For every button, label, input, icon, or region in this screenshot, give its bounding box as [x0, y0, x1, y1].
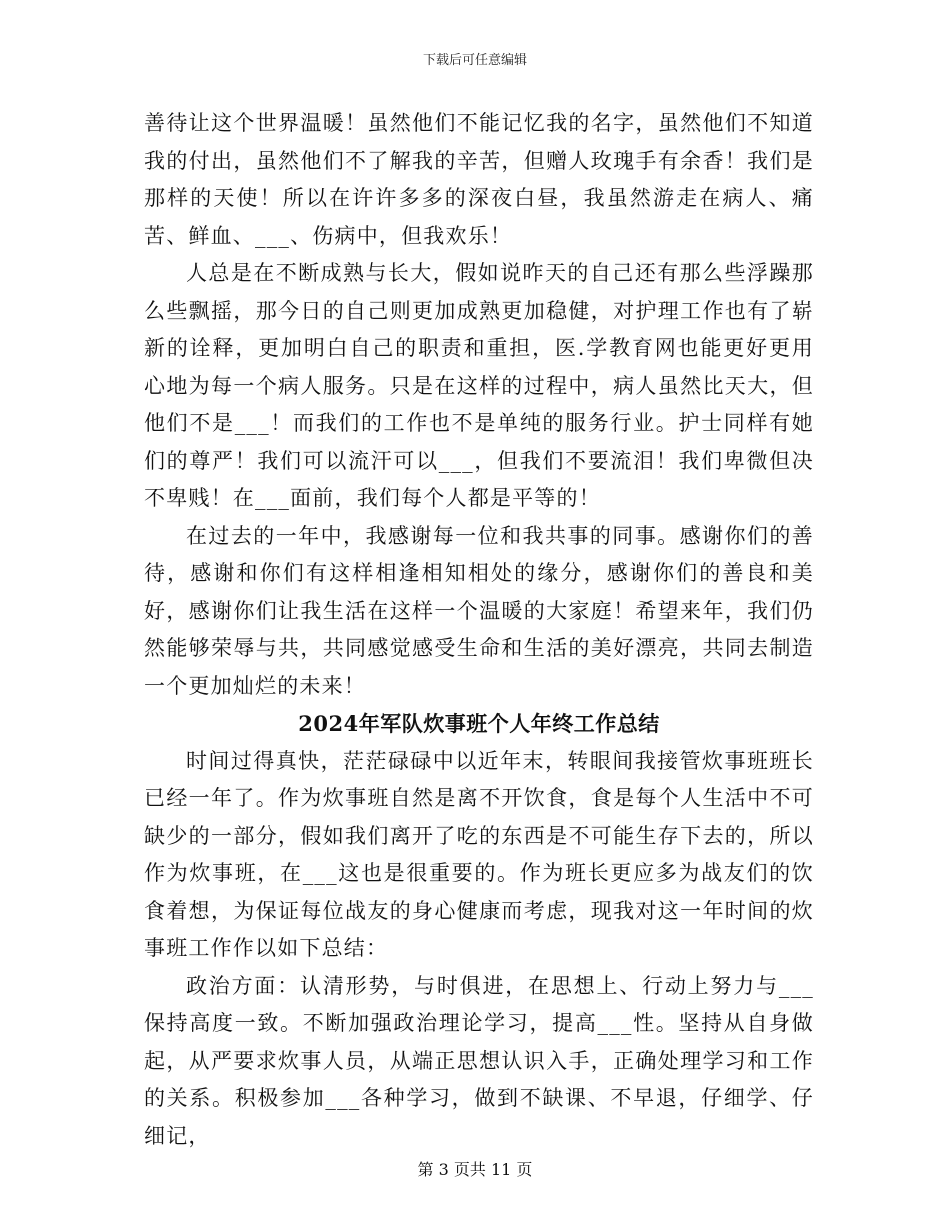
page-header: 下载后可任意编辑	[422, 53, 527, 68]
section-paragraph-2: 政治方面：认清形势，与时俱进，在思想上、行动上努力与___保持高度一致。不断加强政治理论学习，提高___性。坚持从自身做起，从严要求炊事人员，从端正思想认识入手，正确处理学习和工作的关系。积极参加___各种学习，做到不缺课、不早退，仔细学、仔细记，	[144, 973, 814, 1148]
paragraph-3: 在过去的一年中，我感谢每一位和我共事的同事。感谢你们的善待，感谢和你们有这样相逢相知相处的缘分，感谢你们的善良和美好，感谢你们让我生活在这样一个温暖的大家庭！希望来年，我们仍然能够荣辱与共，共同感觉感受生命和生活的美好漂亮，共同去制造一个更加灿烂的未来！	[144, 523, 814, 698]
paragraph-2: 人总是在不断成熟与长大，假如说昨天的自己还有那么些浮躁那么些飘摇，那今日的自己则更加成熟更加稳健，对护理工作也有了崭新的诠释，更加明白自己的职责和重担，医.学教育网也能更好更用心地为每一个病人服务。只是在这样的过程中，病人虽然比天大，但他们不是___！而我们的工作也不是单纯的服务行业。护士同样有她们的尊严！我们可以流汗可以___，但我们不要流泪！我们卑微但决不卑贱！在___面前，我们每个人都是平等的！	[144, 261, 814, 510]
page-footer: 第 3 页共 11 页	[417, 1160, 533, 1179]
section-paragraph-1: 时间过得真快，茫茫碌碌中以近年末，转眼间我接管炊事班班长已经一年了。作为炊事班自然是离不开饮食，食是每个人生活中不可缺少的一部分，假如我们离开了吃的东西是不可能生存下去的，所以作为炊事班，在___这也是很重要的。作为班长更应多为战友们的饮食着想，为保证每位战友的身心健康而考虑，现我对这一年时间的炊事班工作作以如下总结：	[144, 748, 814, 960]
document-body	[144, 105, 814, 1155]
section-title: 2024年军队炊事班个人年终工作总结	[298, 711, 660, 736]
paragraph-1: 善待让这个世界温暖！虽然他们不能记忆我的名字，虽然他们不知道我的付出，虽然他们不了解我的辛苦，但赠人玫瑰手有余香！我们是那样的天使！所以在许许多多的深夜白昼，我虽然游走在病人、痛苦、鲜血、___、伤病中，但我欢乐！	[144, 111, 814, 248]
